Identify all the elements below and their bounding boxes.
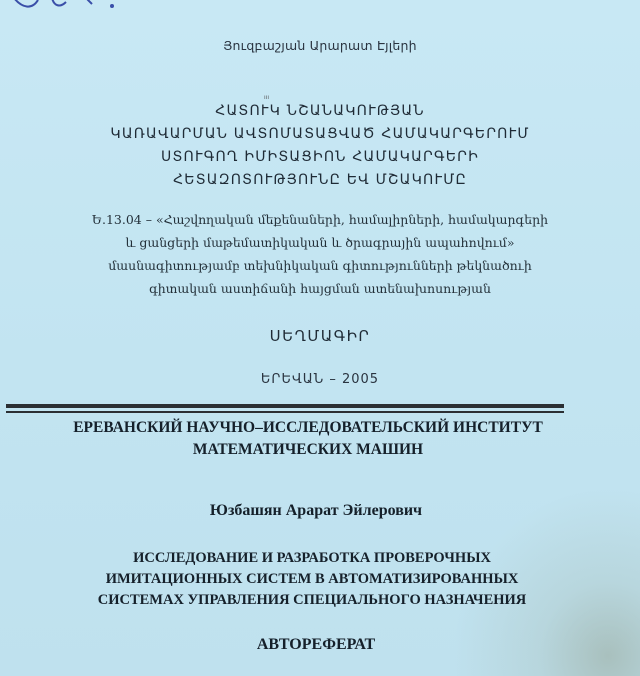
author-name-ru: Юзбашян Арарат Эйлерович xyxy=(209,502,423,519)
small-mark: ııı xyxy=(264,94,270,101)
title-ru-line-3: СИСТЕМАХ УПРАВЛЕНИЯ СПЕЦИАЛЬНОГО НАЗНАЧЕНИЯ xyxy=(97,592,527,608)
city-year-arm: ԵՐԵՎԱՆ – 2005 xyxy=(260,372,380,387)
title-arm-line-2: ԿԱՌԱՎԱՐՄԱՆ ԱՎՏՈՄԱՏԱՑՎԱԾ ՀԱՄԱԿԱՐԳԵՐՈՒՄ xyxy=(110,126,530,142)
title-ru-line-1: ИССЛЕДОВАНИЕ И РАЗРАБОТКА ПРОВЕРОЧНЫХ xyxy=(133,550,491,566)
title-arm-line-1: ՀԱՏՈՒԿ ՆՇԱՆԱԿՈՒԹՅԱՆ xyxy=(215,103,425,119)
specialty-arm-line-1: Ե.13.04 – «Հաշվողական մեքենաների, համալիրների, համակարգերի xyxy=(91,212,549,227)
institute-ru-line-2: МАТЕМАТИЧЕСКИХ МАШИН xyxy=(192,441,424,458)
abstract-title-arm: ՍԵՂՄԱԳԻՐ xyxy=(269,327,371,345)
title-arm-line-3: ՍՏՈՒԳՈՂ ԻՄԻՏԱՑԻՈՆ ՀԱՄԱԿԱՐԳԵՐԻ xyxy=(161,149,479,165)
specialty-arm-line-3: մասնագիտությամբ տեխնիկական գիտությունների թեկնածուի xyxy=(108,258,532,273)
author-name-arm: Յուզբաշյան Արարատ Էյլերի xyxy=(223,38,417,53)
abstract-title-ru: АВТОРЕФЕРАТ xyxy=(256,636,376,653)
specialty-arm-line-4: գիտական աստիճանի հայցման ատենախոսության xyxy=(149,281,491,296)
divider-thick xyxy=(6,404,564,408)
specialty-arm-line-2: և ցանցերի մաթեմատիկական և ծրագրային ապահովում» xyxy=(125,235,515,250)
handwritten-mark xyxy=(8,0,128,16)
title-arm-line-4: ՀԵՏԱԶՈՏՈՒԹՅՈՒՆԸ ԵՎ ՄՇԱԿՈՒՄԸ xyxy=(173,172,467,188)
title-ru-line-2: ИМИТАЦИОННЫХ СИСТЕМ В АВТОМАТИЗИРОВАННЫХ xyxy=(105,571,519,587)
divider-thin xyxy=(6,411,564,413)
institute-ru-line-1: ЕРЕВАНСКИЙ НАУЧНО–ИССЛЕДОВАТЕЛЬСКИЙ ИНСТИТУТ xyxy=(73,419,543,436)
